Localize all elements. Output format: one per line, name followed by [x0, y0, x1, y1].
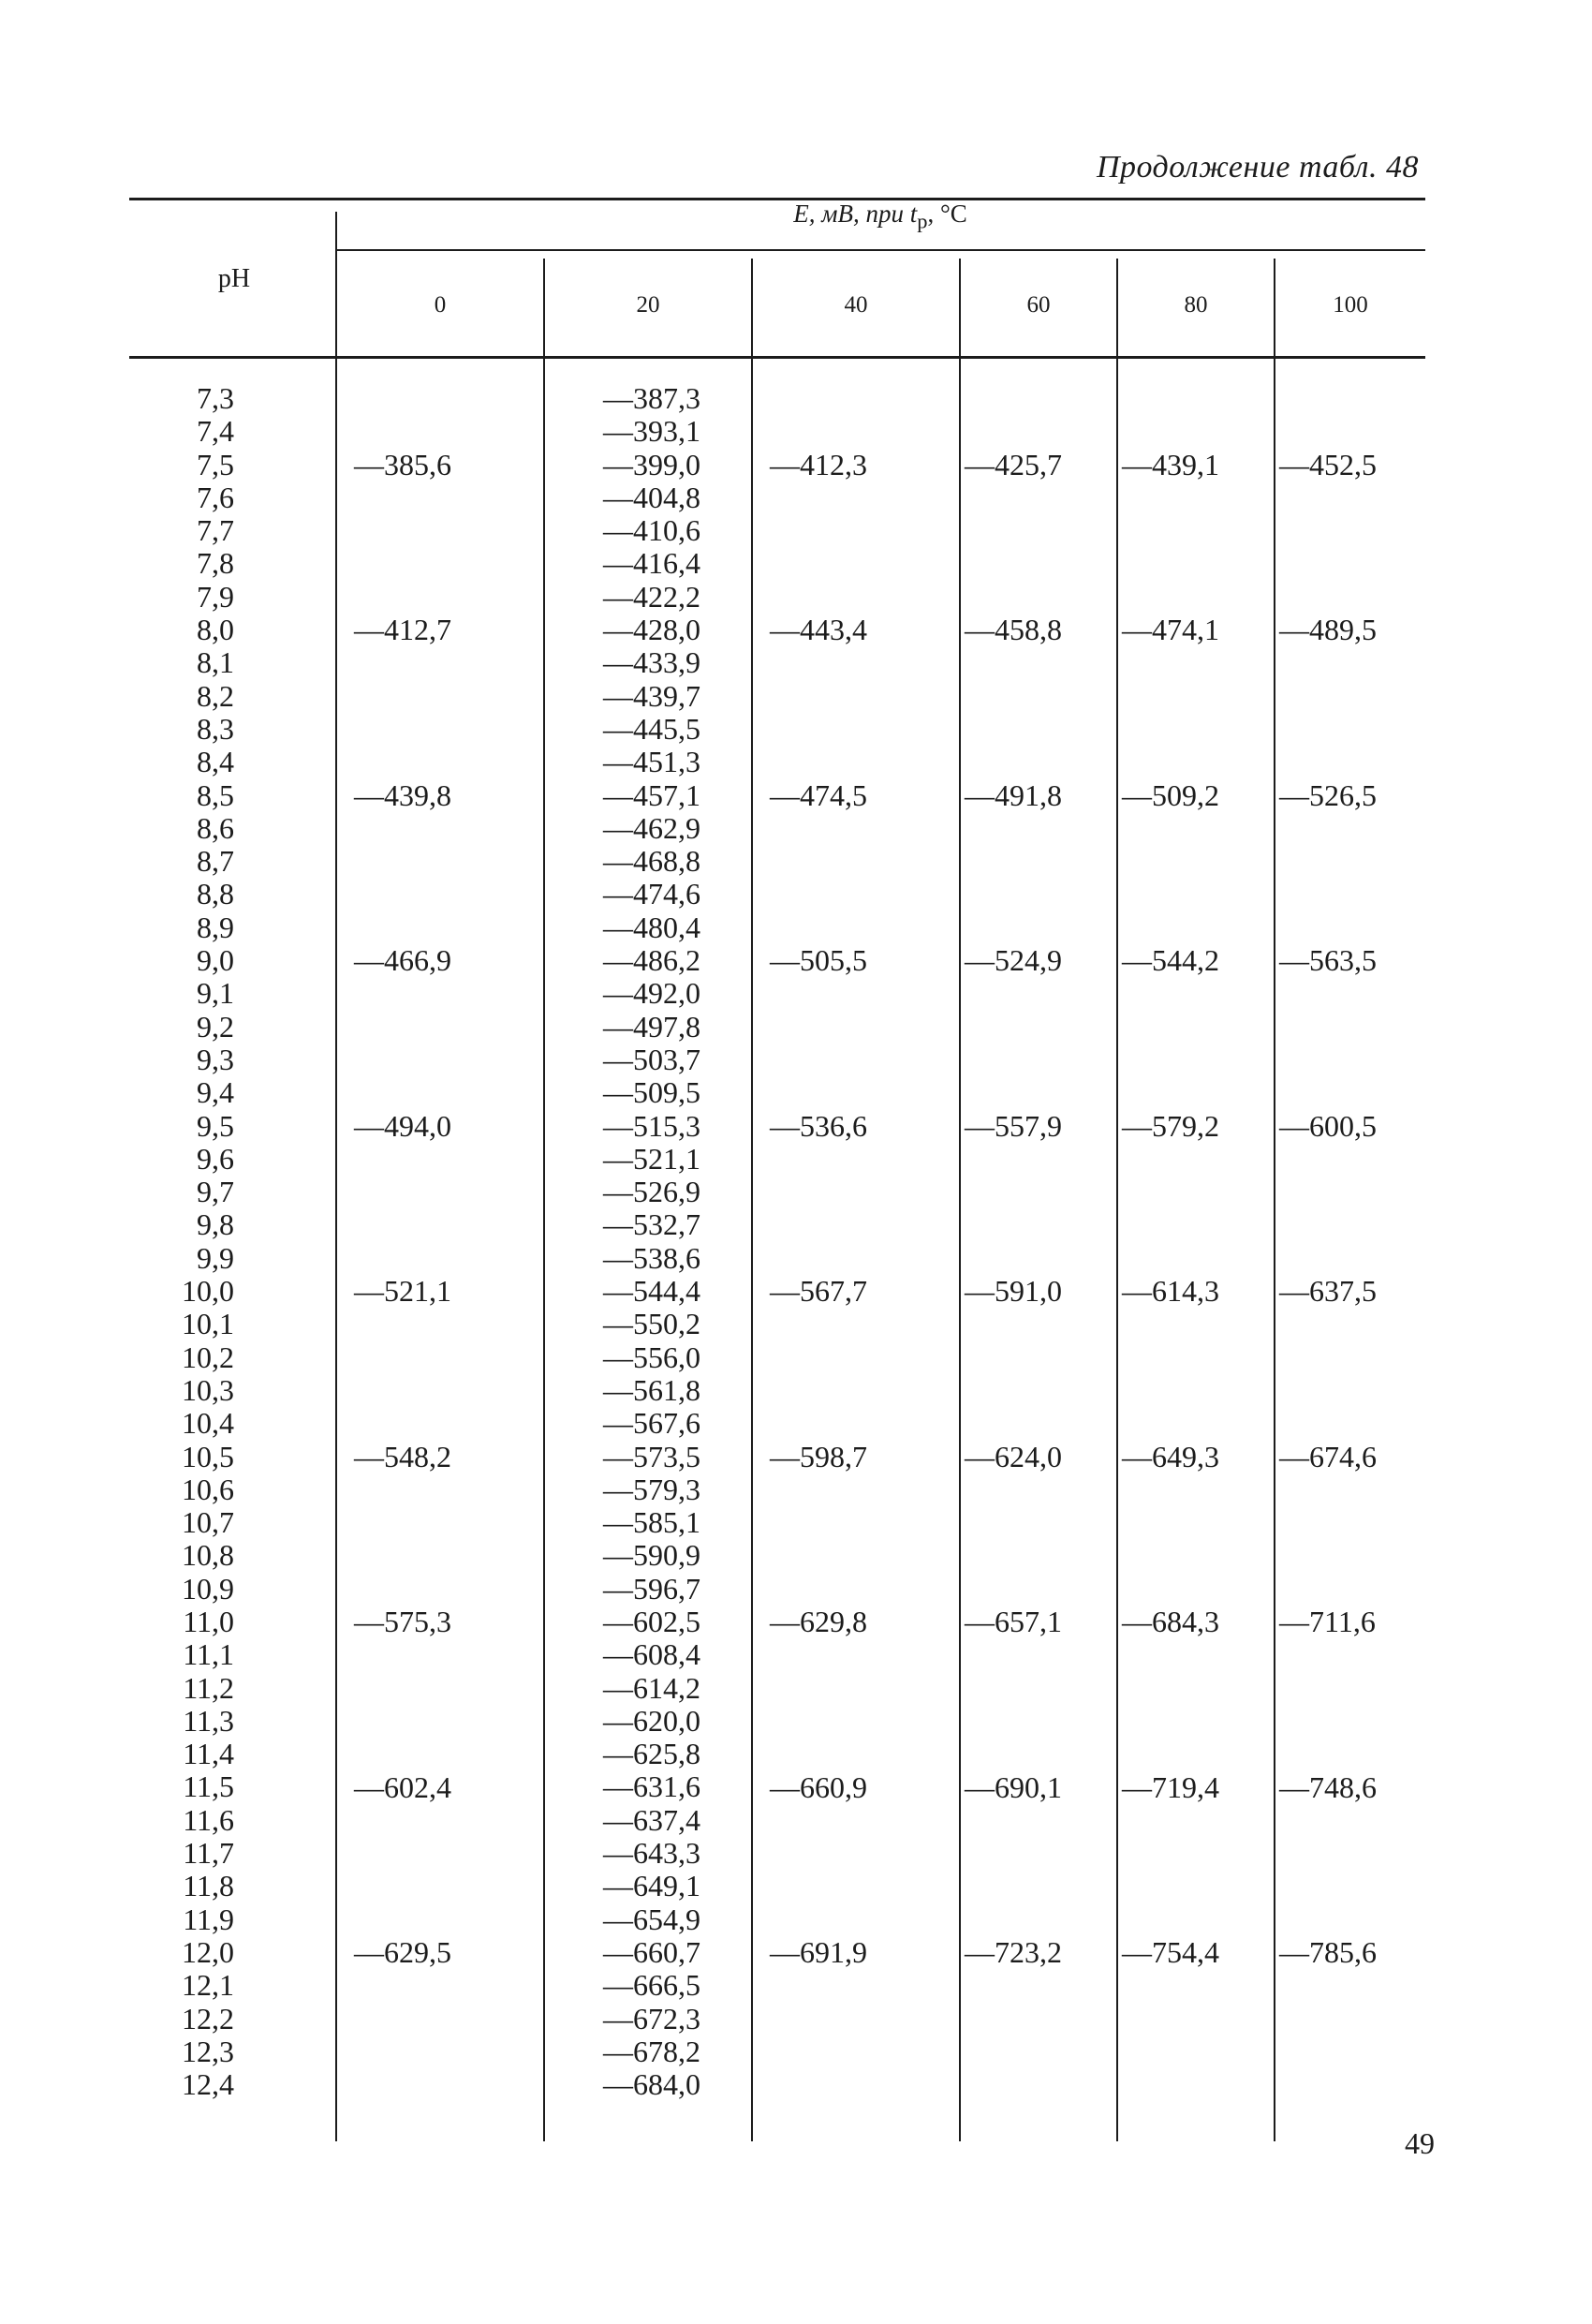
ph-value: 12,0	[182, 1934, 234, 1969]
ph-value: 11,1	[183, 1637, 234, 1672]
ph-value: 7,8	[197, 546, 234, 581]
e20-value: —439,7	[603, 678, 700, 713]
ph-value: 9,7	[197, 1175, 234, 1209]
ph-value: 10,3	[182, 1372, 234, 1407]
page-number: 49	[1405, 2126, 1435, 2160]
e20-value: —404,8	[603, 480, 700, 514]
col-divider-80	[1116, 259, 1118, 2141]
e100-value: —526,5	[1279, 777, 1377, 812]
e0-value: —575,3	[354, 1605, 451, 1639]
e100-value: —711,6	[1279, 1605, 1376, 1639]
e60-value: —624,0	[965, 1439, 1062, 1473]
e100-value: —785,6	[1279, 1935, 1377, 1970]
ph-value: 8,0	[197, 613, 234, 647]
ph-value: 11,0	[183, 1604, 234, 1638]
e20-value: —637,4	[603, 1802, 700, 1837]
e20-value: —678,2	[603, 2034, 700, 2068]
e20-value: —445,5	[603, 711, 700, 746]
e80-value: —719,4	[1122, 1769, 1219, 1804]
ph-value: 9,4	[197, 1075, 234, 1110]
e60-value: —524,9	[965, 943, 1062, 978]
ph-value: 11,8	[183, 1869, 234, 1903]
ph-value: 7,5	[197, 447, 234, 481]
ph-value: 10,8	[182, 1538, 234, 1573]
e0-value: —466,9	[354, 943, 451, 978]
e40-value: —443,4	[770, 613, 867, 647]
e80-value: —509,2	[1122, 777, 1219, 812]
header-bottom-rule	[129, 356, 1425, 359]
e60-value: —458,8	[965, 613, 1062, 647]
temp-header-20: 20	[636, 292, 660, 318]
ph-value: 10,6	[182, 1472, 234, 1506]
e80-value: —579,2	[1122, 1108, 1219, 1143]
e80-value: —684,3	[1122, 1605, 1219, 1639]
ph-value: 8,7	[197, 844, 234, 879]
ph-value: 10,0	[182, 1274, 234, 1309]
ph-value: 12,2	[182, 2001, 234, 2035]
e100-value: —637,5	[1279, 1274, 1377, 1309]
e-header-sub: р	[917, 209, 928, 233]
e100-value: —748,6	[1279, 1769, 1377, 1804]
temp-header-80: 80	[1184, 292, 1208, 318]
e20-value: —433,9	[603, 645, 700, 680]
ph-value: 8,3	[197, 711, 234, 746]
e20-value: —590,9	[603, 1538, 700, 1573]
e20-value: —393,1	[603, 414, 700, 449]
ph-value: 11,3	[183, 1703, 234, 1738]
e40-value: —505,5	[770, 943, 867, 978]
e20-value: —649,1	[603, 1869, 700, 1903]
e0-value: —385,6	[354, 447, 451, 481]
ph-value: 9,0	[197, 943, 234, 978]
e20-value: —614,2	[603, 1670, 700, 1705]
ph-value: 7,6	[197, 480, 234, 514]
table-caption: Продолжение табл. 48	[1096, 150, 1419, 185]
e20-value: —422,2	[603, 579, 700, 614]
e0-value: —494,0	[354, 1108, 451, 1143]
e20-value: —416,4	[603, 546, 700, 581]
e0-value: —548,2	[354, 1439, 451, 1473]
e80-value: —754,4	[1122, 1935, 1219, 1970]
ph-value: 10,7	[182, 1505, 234, 1540]
e100-value: —563,5	[1279, 943, 1377, 978]
ph-value: 10,4	[182, 1406, 234, 1441]
ph-value: 7,3	[197, 381, 234, 415]
e40-value: —412,3	[770, 447, 867, 481]
ph-header: pH	[217, 264, 251, 293]
e40-value: —691,9	[770, 1935, 867, 1970]
temp-header-100: 100	[1333, 292, 1368, 318]
e20-value: —672,3	[603, 2001, 700, 2035]
ph-value: 7,9	[197, 579, 234, 614]
e20-value: —521,1	[603, 1141, 700, 1176]
e60-value: —425,7	[965, 447, 1062, 481]
e20-value: —620,0	[603, 1703, 700, 1738]
ph-value: 9,1	[197, 976, 234, 1011]
e40-value: —629,8	[770, 1605, 867, 1639]
temp-header-40: 40	[844, 292, 868, 318]
header-mid-rule	[335, 249, 1425, 251]
e60-value: —690,1	[965, 1769, 1062, 1804]
e20-value: —643,3	[603, 1836, 700, 1871]
e40-value: —536,6	[770, 1108, 867, 1143]
col-divider-100	[1274, 259, 1275, 2141]
ph-value: 7,7	[197, 513, 234, 548]
e60-value: —557,9	[965, 1108, 1062, 1143]
e-header	[335, 200, 1425, 233]
e20-value: —666,5	[603, 1968, 700, 2003]
ph-value: 8,2	[197, 678, 234, 713]
ph-value: 12,1	[182, 1968, 234, 2003]
e20-value: —631,6	[603, 1769, 700, 1804]
ph-value: 11,6	[183, 1802, 234, 1837]
e20-value: —457,1	[603, 777, 700, 812]
ph-value: 11,7	[183, 1836, 234, 1871]
e20-value: —509,5	[603, 1075, 700, 1110]
ph-value: 11,4	[183, 1737, 234, 1771]
e20-value: —579,3	[603, 1472, 700, 1506]
e20-value: —561,8	[603, 1372, 700, 1407]
temp-header-0: 0	[434, 292, 447, 318]
col-divider-20	[543, 259, 545, 2141]
e0-value: —521,1	[354, 1274, 451, 1309]
ph-value: 8,6	[197, 810, 234, 845]
e80-value: —474,1	[1122, 613, 1219, 647]
e100-value: —600,5	[1279, 1108, 1377, 1143]
ph-value: 9,3	[197, 1042, 234, 1076]
e20-value: —486,2	[603, 943, 700, 978]
e40-value: —567,7	[770, 1274, 867, 1309]
e20-value: —544,4	[603, 1274, 700, 1309]
e0-value: —602,4	[354, 1769, 451, 1804]
e20-value: —462,9	[603, 810, 700, 845]
ph-value: 11,5	[183, 1769, 234, 1804]
ph-value: 10,9	[182, 1571, 234, 1606]
e20-value: —602,5	[603, 1604, 700, 1638]
e60-value: —657,1	[965, 1605, 1062, 1639]
temp-header-60: 60	[1026, 292, 1051, 318]
ph-value: 7,4	[197, 414, 234, 449]
e20-value: —608,4	[603, 1637, 700, 1672]
e60-value: —591,0	[965, 1274, 1062, 1309]
e20-value: —399,0	[603, 447, 700, 481]
e-header-unit: , °C	[927, 200, 967, 228]
col-divider-ph	[335, 212, 337, 2141]
ph-value: 8,8	[197, 877, 234, 911]
e80-value: —544,2	[1122, 943, 1219, 978]
e0-value: —439,8	[354, 777, 451, 812]
col-divider-60	[959, 259, 961, 2141]
e20-value: —492,0	[603, 976, 700, 1011]
e20-value: —428,0	[603, 613, 700, 647]
ph-value: 10,2	[182, 1340, 234, 1374]
ph-value: 10,5	[182, 1439, 234, 1473]
e20-value: —410,6	[603, 513, 700, 548]
e20-value: —503,7	[603, 1042, 700, 1076]
e60-value: —723,2	[965, 1935, 1062, 1970]
e20-value: —567,6	[603, 1406, 700, 1441]
e80-value: —614,3	[1122, 1274, 1219, 1309]
e40-value: —598,7	[770, 1439, 867, 1473]
e20-value: —526,9	[603, 1175, 700, 1209]
ph-value: 8,9	[197, 910, 234, 944]
e20-value: —538,6	[603, 1240, 700, 1275]
e20-value: —532,7	[603, 1207, 700, 1242]
e20-value: —654,9	[603, 1902, 700, 1936]
e20-value: —684,0	[603, 2067, 700, 2102]
e20-value: —474,6	[603, 877, 700, 911]
e20-value: —596,7	[603, 1571, 700, 1606]
e20-value: —573,5	[603, 1439, 700, 1473]
e-header-label: E, мВ, при t	[793, 200, 918, 228]
ph-value: 11,2	[183, 1670, 234, 1705]
col-divider-40	[751, 259, 753, 2141]
e20-value: —497,8	[603, 1009, 700, 1044]
e20-value: —625,8	[603, 1737, 700, 1771]
e0-value: —629,5	[354, 1935, 451, 1970]
ph-value: 11,9	[183, 1902, 234, 1936]
e100-value: —489,5	[1279, 613, 1377, 647]
e100-value: —452,5	[1279, 447, 1377, 481]
e20-value: —515,3	[603, 1108, 700, 1143]
e80-value: —439,1	[1122, 447, 1219, 481]
e20-value: —660,7	[603, 1934, 700, 1969]
e20-column	[562, 382, 700, 2101]
e20-value: —480,4	[603, 910, 700, 944]
ph-value: 9,8	[197, 1207, 234, 1242]
ph-value: 8,4	[197, 745, 234, 779]
ph-value: 12,3	[182, 2034, 234, 2068]
ph-value: 8,1	[197, 645, 234, 680]
ph-column	[140, 382, 234, 2101]
e100-value: —674,6	[1279, 1439, 1377, 1473]
e20-value: —387,3	[603, 381, 700, 415]
ph-value: 8,5	[197, 777, 234, 812]
e20-value: —556,0	[603, 1340, 700, 1374]
e60-value: —491,8	[965, 777, 1062, 812]
e40-value: —474,5	[770, 777, 867, 812]
ph-value: 9,6	[197, 1141, 234, 1176]
e20-value: —585,1	[603, 1505, 700, 1540]
ph-value: 9,9	[197, 1240, 234, 1275]
ph-value: 10,1	[182, 1307, 234, 1341]
ph-value: 12,4	[182, 2067, 234, 2102]
e40-value: —660,9	[770, 1769, 867, 1804]
e20-value: —451,3	[603, 745, 700, 779]
ph-value: 9,5	[197, 1108, 234, 1143]
ph-value: 9,2	[197, 1009, 234, 1044]
e20-value: —550,2	[603, 1307, 700, 1341]
e0-value: —412,7	[354, 613, 451, 647]
e80-value: —649,3	[1122, 1439, 1219, 1473]
e20-value: —468,8	[603, 844, 700, 879]
